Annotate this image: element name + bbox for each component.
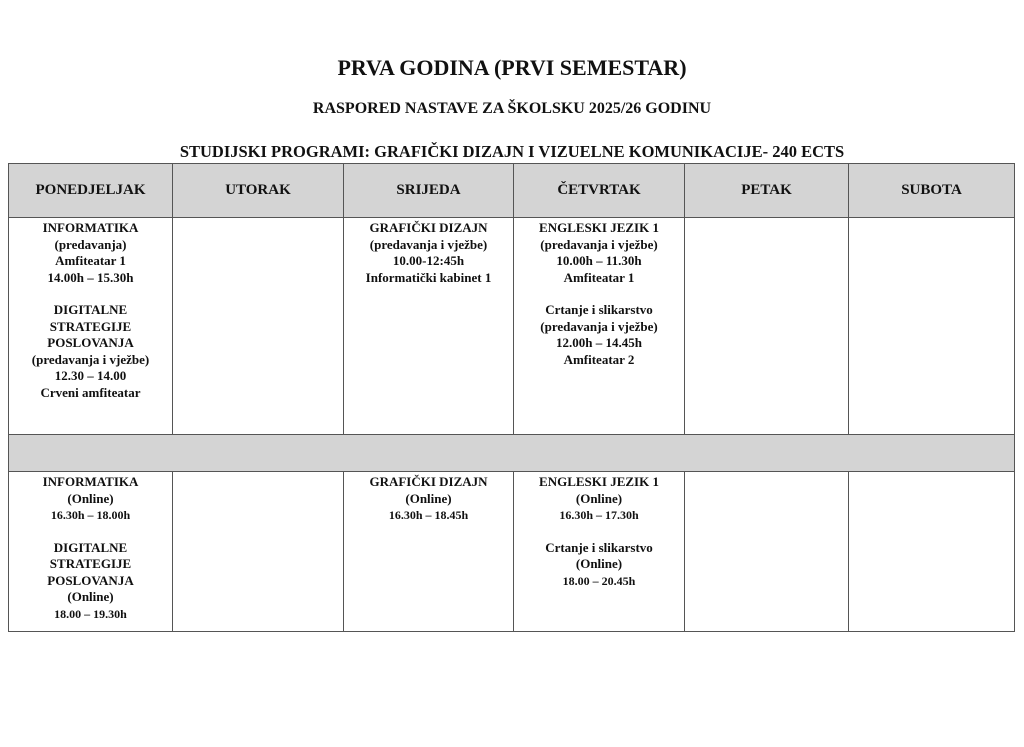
room: Amfiteatar 2 xyxy=(563,351,635,367)
course-name: GRAFIČKI DIZAJN xyxy=(369,220,488,235)
day-header-friday: PETAK xyxy=(685,164,849,218)
time: 18.00 – 20.45h xyxy=(562,573,636,588)
course-name: POSLOVANJA xyxy=(47,335,134,350)
time: 14.00h – 15.30h xyxy=(47,269,134,285)
cell-saturday-online xyxy=(849,472,1015,632)
header-row xyxy=(9,164,1015,218)
course-name: POSLOVANJA xyxy=(47,572,134,588)
table-row xyxy=(9,472,1015,632)
course-name: Crtanje i slikarstvo xyxy=(545,539,653,555)
time: 16.30h – 18.45h xyxy=(388,508,469,522)
time: 18.00 – 19.30h xyxy=(54,606,127,621)
room: Informatički kabinet 1 xyxy=(365,269,492,285)
course-name: Crtanje i slikarstvo xyxy=(545,302,653,317)
separator-cell xyxy=(9,435,1015,472)
program-heading: STUDIJSKI PROGRAMI: GRAFIČKI DIZAJN I VIZUELNE KOMUNIKACIJE- 240 ECTS xyxy=(179,142,845,161)
course-name: STRATEGIJE xyxy=(49,556,132,571)
class-type: (predavanja i vježbe) xyxy=(31,351,150,367)
class-type: (Online) xyxy=(67,589,114,604)
time: 10.00-12:45h xyxy=(392,253,465,268)
page-title: PRVA GODINA (PRVI SEMESTAR) xyxy=(337,55,687,80)
course-name: DIGITALNE xyxy=(53,539,128,555)
class-type: (predavanja) xyxy=(54,236,127,252)
room: Amfiteatar 1 xyxy=(563,269,635,285)
course-name: INFORMATIKA xyxy=(42,220,139,235)
time: 16.30h – 18.00h xyxy=(50,508,131,522)
course-name: GRAFIČKI DIZAJN xyxy=(369,474,488,489)
separator-row xyxy=(9,435,1015,472)
day-header-thursday: ČETVRTAK xyxy=(514,164,685,218)
class-type: (predavanja i vježbe) xyxy=(540,236,658,252)
course-name: STRATEGIJE xyxy=(49,318,132,334)
course-name: DIGITALNE xyxy=(53,302,128,317)
table-row xyxy=(9,218,1015,435)
room: Crveni amfiteatar xyxy=(40,384,141,400)
time: 12.00h – 14.45h xyxy=(556,335,642,350)
class-type: (predavanja i vježbe) xyxy=(540,318,658,334)
schedule-table xyxy=(8,163,1015,632)
cell-saturday-lectures xyxy=(849,218,1015,435)
cell-wednesday-online xyxy=(344,472,514,632)
class-type: (Online) xyxy=(575,490,623,506)
cell-tuesday-online xyxy=(173,472,344,632)
time: 10.00h – 11.30h xyxy=(556,253,642,268)
class-type: (Online) xyxy=(405,490,452,506)
day-header-tuesday: UTORAK xyxy=(173,164,344,218)
cell-tuesday-lectures xyxy=(173,218,344,435)
class-type: (Online) xyxy=(575,556,623,571)
time: 16.30h – 17.30h xyxy=(559,508,639,522)
cell-wednesday-lectures xyxy=(344,218,514,435)
cell-friday-online xyxy=(685,472,849,632)
course-name: ENGLESKI JEZIK 1 xyxy=(539,474,659,489)
cell-friday-lectures xyxy=(685,218,849,435)
day-header-monday: PONEDJELJAK xyxy=(9,164,173,218)
room: Amfiteatar 1 xyxy=(55,253,126,268)
cell-monday-lectures xyxy=(9,218,173,435)
cell-thursday-online xyxy=(514,472,685,632)
class-type: (predavanja i vježbe) xyxy=(369,236,488,252)
course-name: INFORMATIKA xyxy=(42,474,139,489)
time: 12.30 – 14.00 xyxy=(54,368,127,383)
day-header-saturday: SUBOTA xyxy=(849,164,1015,218)
cell-monday-online xyxy=(9,472,173,632)
page-subtitle: RASPORED NASTAVE ZA ŠKOLSKU 2025/26 GODINU xyxy=(312,100,712,117)
day-header-wednesday: SRIJEDA xyxy=(344,164,514,218)
course-name: ENGLESKI JEZIK 1 xyxy=(539,220,659,235)
class-type: (Online) xyxy=(67,490,114,506)
cell-thursday-lectures xyxy=(514,218,685,435)
